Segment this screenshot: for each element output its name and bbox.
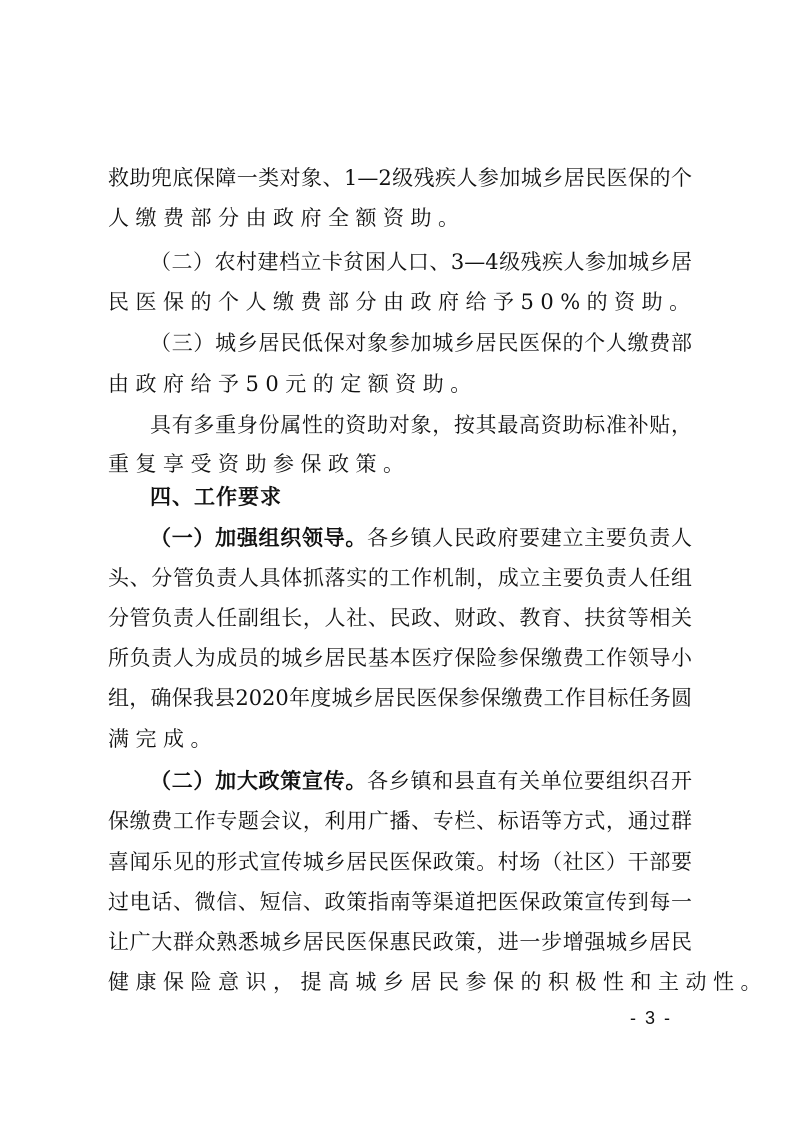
line-text: 救助兜底保障一类对象、1—2级残疾人参加城乡居民医保的个 [108,166,692,190]
bold-subheading: （一）加强组织领导。 [150,526,368,550]
text-line [150,766,692,796]
text-line [108,449,692,479]
text-line [108,643,692,673]
text-line [150,523,692,553]
text-line [150,247,692,277]
text-line [108,806,692,836]
page-number: - 3 - [630,1008,673,1028]
text-line [150,328,692,358]
line-text: 四、工作要求 [150,485,282,509]
line-text: 由政府给予50元的定额资助。 [108,372,478,396]
line-text: 具有多重身份属性的资助对象，按其最高资助标准补贴， [150,413,692,437]
line-text: 分管负责人任副组长，人社、民政、财政、教育、扶贫等相关 [108,606,692,630]
text-line [108,847,692,877]
line-text: 组，确保我县2020年度城乡居民医保参保缴费工作目标任务圆 [108,686,692,710]
text-line [108,724,692,754]
text-line [108,683,692,713]
line-text: 重复享受资助参保政策。 [108,452,411,476]
line-text: 民医保的个人缴费部分由政府给予50%的资助。 [108,290,697,314]
line-text: 让广大群众熟悉城乡居民医保惠民政策，进一步增强城乡居民 [108,930,692,954]
section-heading [150,482,692,512]
line-text: （三）城乡居民低保对象参加城乡居民医保的个人缴费部 [150,331,692,355]
text-line [108,603,692,633]
line-text: （二）农村建档立卡贫困人口、3—4级残疾人参加城乡居 [150,250,692,274]
text-line [108,369,692,399]
text-line [108,563,692,593]
line-text: 满完成。 [108,727,218,751]
text-line [108,203,692,233]
bold-subheading: （二）加大政策宣传。 [150,769,368,793]
line-text: 过电话、微信、短信、政策指南等渠道把医保政策宣传到每一 [108,890,692,914]
text-line [108,967,768,997]
line-text: 喜闻乐见的形式宣传城乡居民医保政策。村场（社区）干部要 [108,850,692,874]
line-text: 保缴费工作专题会议，利用广播、专栏、标语等方式，通过群 [108,809,692,833]
text-line [108,287,697,317]
line-text: 各乡镇人民政府要建立主要负责人 [367,526,692,550]
line-text: 各乡镇和县直有关单位要组织召开 [367,769,692,793]
text-line [108,163,692,193]
line-text: 头、分管负责人具体抓落实的工作机制，成立主要负责人任组 [108,566,692,590]
text-line [108,887,692,917]
text-line [150,410,692,440]
text-line [108,927,692,957]
line-text: 人缴费部分由政府全额资助。 [108,206,466,230]
line-text: 所负责人为成员的城乡居民基本医疗保险参保缴费工作领导小 [108,646,692,670]
line-text: 健康保险意识，提高城乡居民参保的积极性和主动性。 [108,970,768,994]
